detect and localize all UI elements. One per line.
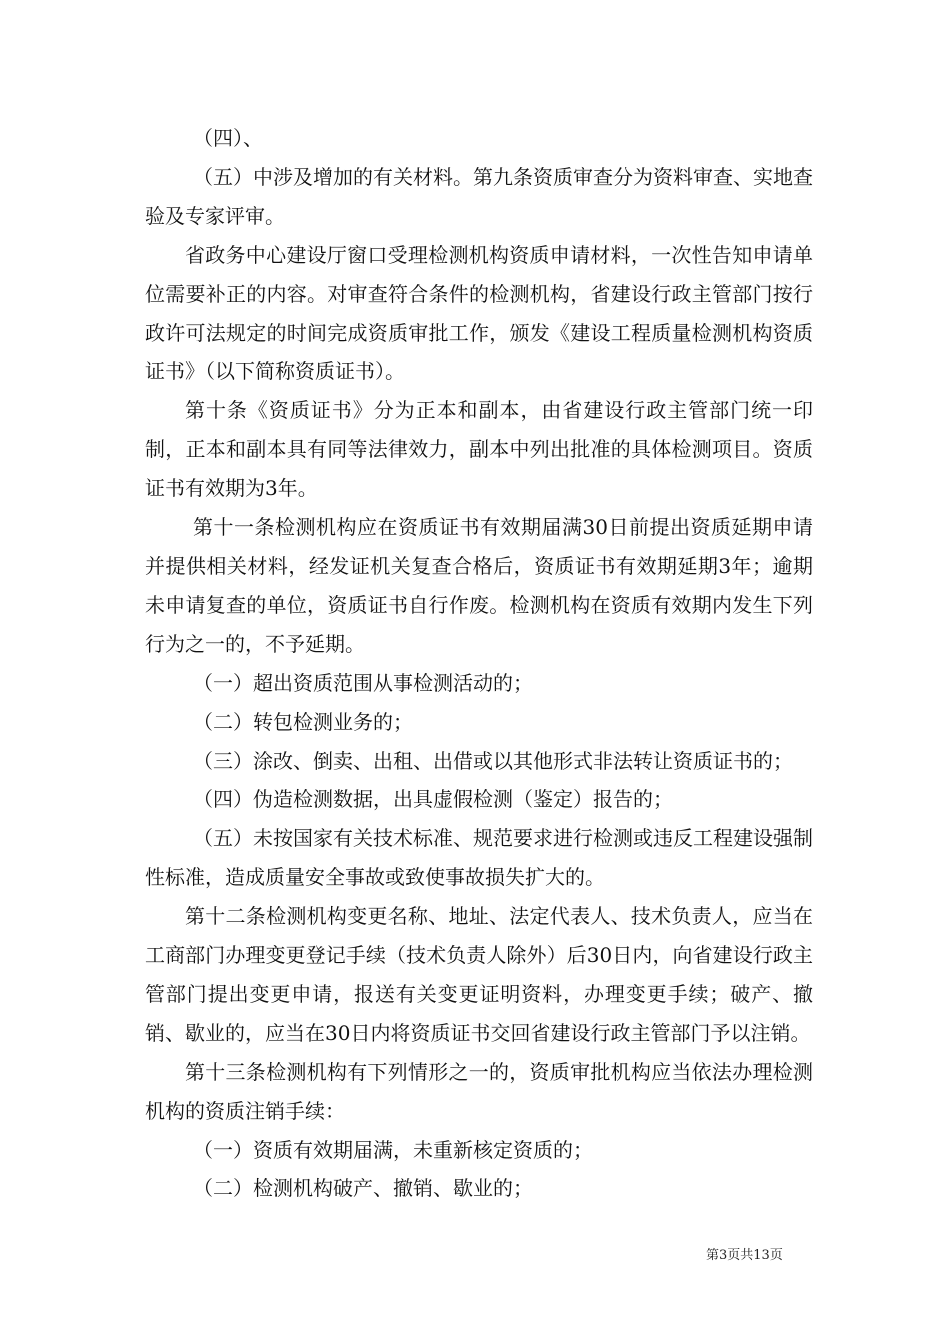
- paragraph-article-10: 第十条《资质证书》分为正本和副本，由省建设行政主管部门统一印制，正本和副本具有同等法律效力，副本中列出批准的具体检测项目。资质证书有效期为3年。: [145, 398, 813, 501]
- paragraph-application-window: 省政务中心建设厅窗口受理检测机构资质申请材料，一次性告知申请单位需要补正的内容。对审查符合条件的检测机构，省建设行政主管部门按行政许可法规定的时间完成资质审批工作，颁发《建设工程质量检测机构资质证书》（以下简称资质证书）。: [145, 242, 813, 384]
- paragraph-item-5-materials: （五）中涉及增加的有关材料。第九条资质审查分为资料审查、实地查验及专家评审。: [145, 164, 813, 228]
- paragraph-article-11-item-4: （四）伪造检测数据，出具虚假检测（鉴定）报告的；: [193, 787, 673, 812]
- paragraph-article-11: 第十一条检测机构应在资质证书有效期届满30日前提出资质延期申请并提供相关材料，经发证机关复查合格后，资质证书有效期延期3年；逾期未申请复查的单位，资质证书自行作废。检测机构在资质有效期内发生下列行为之一的，不予延期。: [145, 515, 813, 656]
- paragraph-article-11-item-1: （一）超出资质范围从事检测活动的；: [193, 670, 533, 695]
- paragraph-article-12: 第十二条检测机构变更名称、地址、法定代表人、技术负责人，应当在工商部门办理变更登记手续（技术负责人除外）后30日内，向省建设行政主管部门提出变更申请，报送有关变更证明资料，办理变更手续；破产、撤销、歇业的，应当在30日内将资质证书交回省建设行政主管部门予以注销。: [145, 904, 813, 1045]
- document-body: [145, 119, 813, 1208]
- paragraph-article-13-item-2: （二）检测机构破产、撤销、歇业的；: [193, 1176, 533, 1201]
- paragraph-article-13-item-1: （一）资质有效期届满，未重新核定资质的；: [193, 1137, 593, 1162]
- paragraph-item-4: （四）、: [193, 126, 263, 150]
- paragraph-article-11-item-5: （五）未按国家有关技术标准、规范要求进行检测或违反工程建设强制性标准，造成质量安全事故或致使事故损失扩大的。: [145, 826, 813, 890]
- page-number-footer: 第3页共13页: [706, 1248, 783, 1263]
- paragraph-article-11-item-3: （三）涂改、倒卖、出租、出借或以其他形式非法转让资质证书的；: [193, 748, 793, 773]
- paragraph-article-11-item-2: （二）转包检测业务的；: [193, 709, 413, 734]
- paragraph-article-13: 第十三条检测机构有下列情形之一的，资质审批机构应当依法办理检测机构的资质注销手续：: [145, 1059, 813, 1123]
